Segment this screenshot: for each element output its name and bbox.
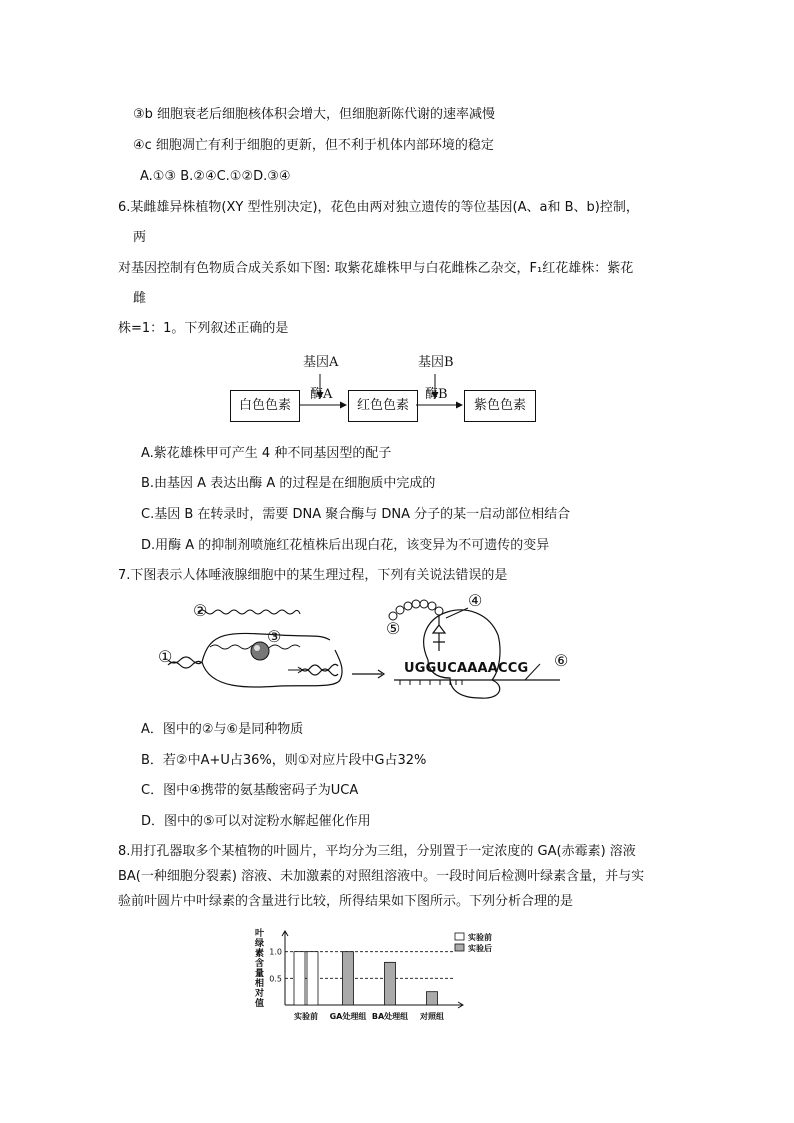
mrna-sequence: UGGUCAAAACCG — [404, 661, 529, 676]
q6-stem-line-2: 两 — [133, 230, 147, 245]
bar-before — [294, 952, 305, 1005]
x-tick-label: 实验前 — [294, 1012, 318, 1021]
q5-item-3: ③b 细胞衰老后细胞核体积会增大，但细胞新陈代谢的速率减慢 — [133, 107, 496, 122]
q6-option-c: C.基因 B 在转录时，需要 DNA 聚合酶与 DNA 分子的某一启动部位相结合 — [141, 507, 571, 522]
q8-stem-line-1: 8.用打孔器取多个某植物的叶圆片，平均分为三组，分别置于一定浓度的 GA(赤霉素) 溶液 — [118, 844, 636, 859]
red-pigment-box: 红色色素 — [348, 390, 418, 422]
q7-option-a: A．图中的②与⑥是同种物质 — [141, 722, 304, 737]
q6-option-a: A.紫花雄株甲可产生 4 种不同基因型的配子 — [141, 446, 392, 461]
enzyme-b-label: 酶B — [425, 387, 448, 402]
gene-a-label: 基因A — [303, 355, 339, 370]
released-rna-2 — [198, 610, 300, 614]
q5-item-4: ④c 细胞凋亡有利于细胞的更新，但不利于机体内部环境的稳定 — [133, 138, 494, 153]
q7-option-b: B．若②中A+U占36%，则①对应片段中G占32% — [141, 753, 427, 768]
legend-label: 实验后 — [468, 944, 492, 953]
q5-options: A.①③ B.②④C.①②D.③④ — [140, 169, 291, 184]
trna-4 — [433, 615, 445, 651]
q6-stem-line-3: 对基因控制有色物质合成关系如下图: 取紫花雄株甲与白花雌株乙杂交，F₁红花雄株：紫花 — [118, 261, 634, 276]
marker-2: ② — [193, 601, 208, 620]
q7-option-d: D．图中的⑤可以对淀粉水解起催化作用 — [141, 814, 371, 829]
legend-swatch — [455, 933, 464, 940]
bar-before — [307, 952, 318, 1005]
q6-pathway-diagram — [230, 352, 540, 422]
q8-chlorophyll-chart — [255, 925, 535, 1030]
gene-b-label: 基因B — [418, 355, 454, 370]
x-tick-label: 对照组 — [420, 1012, 444, 1021]
q6-stem-line-5: 株=1：1。下列叙述正确的是 — [118, 321, 289, 336]
marker-3: ③ — [267, 627, 282, 646]
marker-5: ⑤ — [386, 619, 401, 638]
q7-option-c: C．图中④携带的氨基酸密码子为UCA — [141, 783, 359, 798]
bar-after — [343, 952, 354, 1005]
q8-stem-line-2: BA(一种细胞分裂素) 溶液、未加激素的对照组溶液中。一段时间后检测叶绿素含量，并与实 — [118, 869, 645, 884]
chart-y-axis-label: 叶绿素含量相对值 — [255, 929, 265, 1009]
marker-6: ⑥ — [554, 651, 569, 670]
bar-after — [427, 992, 438, 1005]
q7-stem: 7.下图表示人体唾液腺细胞中的某生理过程，下列有关说法错误的是 — [118, 568, 508, 583]
q8-stem-line-3: 验前叶圆片中叶绿素的含量进行比较，所得结果如下图所示。下列分析合理的是 — [118, 894, 574, 909]
y-tick-label: 0.5 — [269, 974, 282, 984]
white-pigment-box: 白色色素 — [230, 390, 300, 422]
legend-label: 实验前 — [468, 933, 492, 942]
chart-plot-area — [255, 925, 535, 1030]
legend-swatch — [455, 944, 464, 951]
marker-4: ④ — [468, 591, 483, 610]
q6-option-d: D.用酶 A 的抑制剂喷施红花植株后出现白花，该变异为不可遗传的变异 — [141, 538, 550, 553]
dna-right-helix — [300, 669, 338, 676]
transcription-panel — [168, 610, 342, 687]
q6-option-b: B.由基因 A 表达出酶 A 的过程是在细胞质中完成的 — [141, 476, 436, 491]
q7-gene-expression-diagram — [150, 590, 580, 710]
bar-after — [385, 962, 396, 1005]
purple-pigment-box: 紫色色素 — [464, 390, 536, 422]
y-tick-label: 1.0 — [269, 947, 282, 957]
x-tick-label: GA处理组 — [329, 1012, 367, 1021]
q6-stem-line-1: 6.某雌雄异株植物(XY 型性别决定)，花色由两对独立遗传的等位基因(A、a和 B、b)控制， — [118, 200, 639, 215]
translation-panel — [389, 600, 560, 698]
q6-stem-line-4: 雌 — [133, 291, 147, 306]
enzyme-a-label: 酶A — [310, 387, 333, 402]
x-tick-label: BA处理组 — [371, 1012, 409, 1021]
marker-1: ① — [158, 647, 173, 666]
